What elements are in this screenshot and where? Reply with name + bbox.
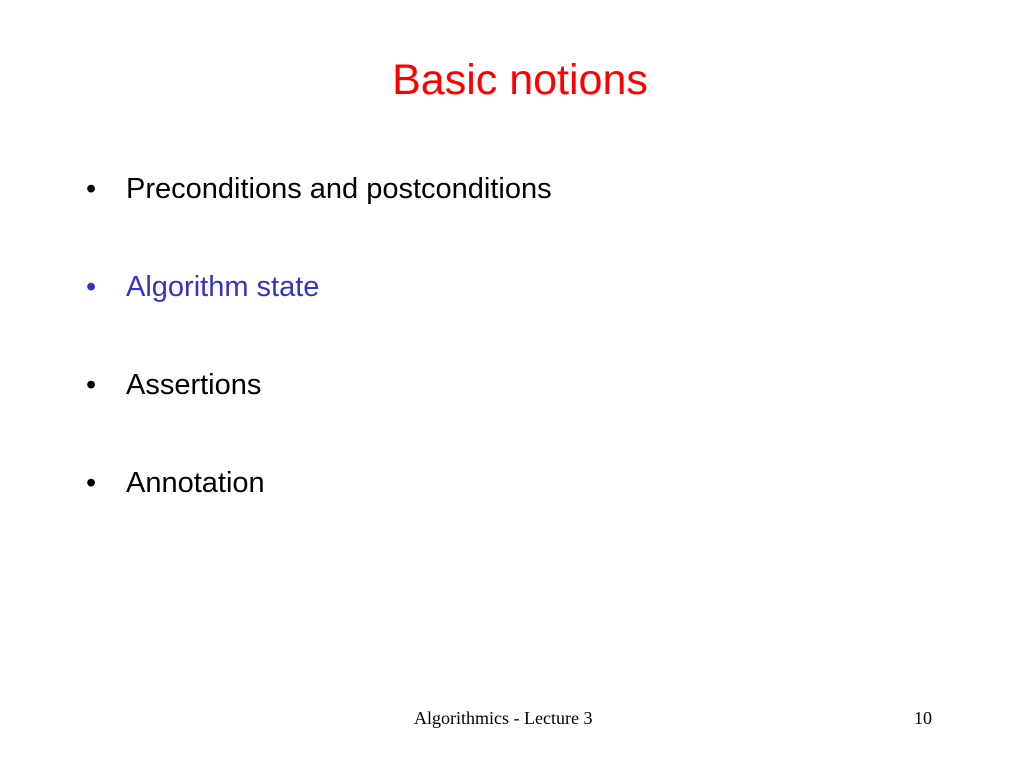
bullet-icon: •: [86, 271, 97, 303]
page-number: 10: [914, 708, 932, 728]
bullet-icon: •: [86, 173, 97, 205]
bullet-text: Algorithm state: [126, 271, 320, 303]
bullet-text: Assertions: [126, 369, 262, 401]
bullet-text: Preconditions and postconditions: [126, 173, 552, 205]
slide-title: Basic notions: [392, 56, 648, 104]
slide-footer: Algorithmics - Lecture 3: [414, 708, 593, 728]
bullet-icon: •: [86, 467, 97, 499]
bullet-text: Annotation: [126, 467, 265, 499]
bullet-icon: •: [86, 369, 97, 401]
